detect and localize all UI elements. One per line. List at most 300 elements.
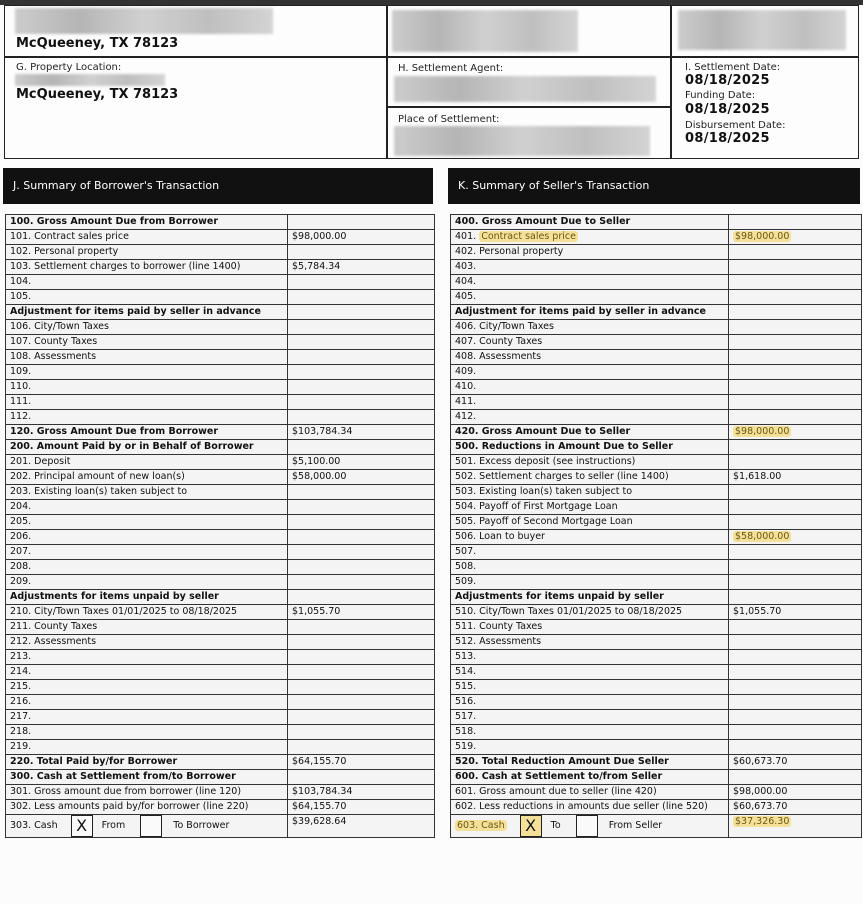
seller-row-label xyxy=(451,695,729,710)
seller-row-amount xyxy=(729,710,862,725)
borrower-row-amount xyxy=(288,425,435,440)
borrower-row-label-text: 100. Gross Amount Due from Borrower xyxy=(10,216,219,227)
seller-row-amount xyxy=(729,365,862,380)
borrower-row-label xyxy=(6,785,288,800)
seller-row-label xyxy=(451,530,729,545)
borrower-table-row xyxy=(6,470,435,485)
borrower-from-label: From xyxy=(101,820,126,831)
borrower-row-label xyxy=(6,260,288,275)
borrower-row-label-text: 110. xyxy=(10,381,32,392)
seller-row-label-text: 602. Less reductions in amounts due seller (line 520) xyxy=(455,801,708,812)
redacted-street xyxy=(15,8,273,34)
borrower-section-title: J. Summary of Borrower's Transaction xyxy=(3,168,433,204)
borrower-row-label xyxy=(6,320,288,335)
seller-row-label xyxy=(451,755,729,770)
borrower-row-label xyxy=(6,770,288,785)
seller-row-label xyxy=(451,620,729,635)
borrower-row-amount xyxy=(288,410,435,425)
seller-row-amount-text: $60,673.70 xyxy=(733,756,788,767)
seller-row-label xyxy=(451,770,729,785)
seller-row-amount xyxy=(729,380,862,395)
seller-table-row xyxy=(451,425,862,440)
seller-row-label xyxy=(451,425,729,440)
borrower-row-label xyxy=(6,725,288,740)
seller-row-label-text: 402. Personal property xyxy=(455,246,564,257)
borrower-table-row xyxy=(6,620,435,635)
borrower-row-label xyxy=(6,470,288,485)
borrower-row-label-text: 203. Existing loan(s) taken subject to xyxy=(10,486,188,497)
borrower-row-amount xyxy=(288,290,435,305)
borrower-row-label-text: 213. xyxy=(10,651,32,662)
seller-table-row xyxy=(451,635,862,650)
seller-cash-cell xyxy=(451,815,729,838)
seller-row-label-text: 508. xyxy=(455,561,477,572)
borrower-row-amount xyxy=(288,800,435,815)
seller-from-label: From Seller xyxy=(608,820,663,831)
borrower-row-amount xyxy=(288,245,435,260)
seller-row-amount xyxy=(729,455,862,470)
place-of-settlement-label: Place of Settlement: xyxy=(398,114,500,125)
seller-row-amount xyxy=(729,635,862,650)
seller-row-amount xyxy=(729,605,862,620)
dates-box xyxy=(671,57,859,159)
seller-row-label xyxy=(451,515,729,530)
borrower-row-amount xyxy=(288,470,435,485)
seller-table-row xyxy=(451,515,862,530)
seller-cash-label: 603. Cash xyxy=(457,820,505,831)
borrower-row-amount xyxy=(288,275,435,290)
borrower-row-label-text: 302. Less amounts paid by/for borrower (line 220) xyxy=(10,801,249,812)
seller-row-label-text: 600. Cash at Settlement to/from Seller xyxy=(455,771,663,782)
borrower-row-label-text: 219. xyxy=(10,741,32,752)
borrower-row-amount xyxy=(288,785,435,800)
borrower-row-amount xyxy=(288,605,435,620)
borrower-to-label: To Borrower xyxy=(173,820,230,831)
borrower-row-label-text: 210. City/Town Taxes 01/01/2025 to 08/18/2025 xyxy=(10,606,238,617)
borrower-table-row xyxy=(6,260,435,275)
seller-row-label xyxy=(451,800,729,815)
borrower-row-label-text: 217. xyxy=(10,711,32,722)
borrower-table-row xyxy=(6,725,435,740)
borrower-row-label xyxy=(6,530,288,545)
borrower-table-row xyxy=(6,635,435,650)
seller-row-label-text: 501. Excess deposit (see instructions) xyxy=(455,456,636,467)
borrower-row-label-text: 204. xyxy=(10,501,32,512)
seller-row-label xyxy=(451,725,729,740)
borrower-row-label-text: 107. County Taxes xyxy=(10,336,98,347)
borrower-row-label xyxy=(6,800,288,815)
seller-row-label-text: 507. xyxy=(455,546,477,557)
seller-row-label xyxy=(451,380,729,395)
seller-row-label xyxy=(451,665,729,680)
borrower-row-label xyxy=(6,485,288,500)
seller-table-row xyxy=(451,350,862,365)
borrower-row-label-text: 200. Amount Paid by or in Behalf of Borrower xyxy=(10,441,254,452)
seller-table-row xyxy=(451,755,862,770)
seller-row-amount xyxy=(729,545,862,560)
seller-row-amount-text: $60,673.70 xyxy=(733,801,788,812)
seller-table-row xyxy=(451,335,862,350)
borrower-row-amount xyxy=(288,575,435,590)
seller-row-label xyxy=(451,470,729,485)
seller-row-label-text: 517. xyxy=(455,711,477,722)
borrower-row-label-text: 102. Personal property xyxy=(10,246,119,257)
borrower-row-amount xyxy=(288,710,435,725)
seller-row-amount xyxy=(729,695,862,710)
borrower-row-label xyxy=(6,665,288,680)
borrower-row-label xyxy=(6,695,288,710)
borrower-row-label xyxy=(6,500,288,515)
seller-row-label xyxy=(451,650,729,665)
seller-table-row xyxy=(451,665,862,680)
borrower-cash-label: 303. Cash xyxy=(10,820,58,831)
borrower-table-row xyxy=(6,275,435,290)
seller-row-label xyxy=(451,395,729,410)
seller-row-label-text: 520. Total Reduction Amount Due Seller xyxy=(455,756,669,767)
seller-table-row xyxy=(451,725,862,740)
borrower-row-amount xyxy=(288,680,435,695)
borrower-row-label-text: 220. Total Paid by/for Borrower xyxy=(10,756,178,767)
top-left-city: McQueeney, TX 78123 xyxy=(16,36,179,51)
seller-row-label xyxy=(451,500,729,515)
seller-table-row xyxy=(451,395,862,410)
borrower-row-label-text: 106. City/Town Taxes xyxy=(10,321,109,332)
borrower-row-label-text: Adjustments for items unpaid by seller xyxy=(10,591,219,602)
borrower-row-label xyxy=(6,365,288,380)
borrower-to-checkbox[interactable] xyxy=(140,815,162,837)
borrower-cash-row xyxy=(6,815,435,838)
seller-table-row xyxy=(451,230,862,245)
seller-row-amount xyxy=(729,530,862,545)
seller-table-row xyxy=(451,485,862,500)
borrower-table-row xyxy=(6,410,435,425)
seller-row-amount xyxy=(729,305,862,320)
borrower-row-amount-text: $5,100.00 xyxy=(292,456,341,467)
borrower-row-label-text: 101. Contract sales price xyxy=(10,231,129,242)
borrower-row-label-text: 218. xyxy=(10,726,32,737)
borrower-table-row xyxy=(6,365,435,380)
borrower-row-amount xyxy=(288,215,435,230)
borrower-row-label-text: Adjustment for items paid by seller in advance xyxy=(10,306,261,317)
seller-row-label xyxy=(451,230,729,245)
settlement-date: 08/18/2025 xyxy=(685,73,770,88)
seller-row-amount xyxy=(729,230,862,245)
borrower-row-label-text: 212. Assessments xyxy=(10,636,97,647)
borrower-row-label xyxy=(6,215,288,230)
seller-row-amount xyxy=(729,620,862,635)
borrower-table-row xyxy=(6,230,435,245)
borrower-row-label-text: 207. xyxy=(10,546,32,557)
seller-table-row xyxy=(451,380,862,395)
redacted-middle xyxy=(392,10,578,52)
seller-row-label xyxy=(451,260,729,275)
seller-table-row xyxy=(451,410,862,425)
seller-row-label-text: 500. Reductions in Amount Due to Seller xyxy=(455,441,673,452)
borrower-row-label-text: 215. xyxy=(10,681,32,692)
borrower-row-label-text: 205. xyxy=(10,516,32,527)
borrower-table-row xyxy=(6,785,435,800)
borrower-row-label-text: 208. xyxy=(10,561,32,572)
seller-row-label-text: 503. Existing loan(s) taken subject to xyxy=(455,486,633,497)
seller-row-amount xyxy=(729,335,862,350)
borrower-row-label xyxy=(6,740,288,755)
seller-row-label xyxy=(451,590,729,605)
seller-from-checkbox[interactable] xyxy=(576,815,598,837)
borrower-table-row xyxy=(6,455,435,470)
seller-row-amount xyxy=(729,245,862,260)
borrower-row-amount xyxy=(288,365,435,380)
seller-table-row xyxy=(451,575,862,590)
borrower-row-amount xyxy=(288,350,435,365)
borrower-table-row xyxy=(6,665,435,680)
borrower-row-label-text: 211. County Taxes xyxy=(10,621,98,632)
borrower-table-row xyxy=(6,800,435,815)
seller-row-amount xyxy=(729,350,862,365)
borrower-row-label-text: 112. xyxy=(10,411,32,422)
seller-row-label-text: 420. Gross Amount Due to Seller xyxy=(455,426,631,437)
borrower-transaction-table xyxy=(5,214,435,838)
borrower-row-label xyxy=(6,245,288,260)
borrower-row-label xyxy=(6,710,288,725)
seller-row-label xyxy=(451,440,729,455)
seller-table-row xyxy=(451,260,862,275)
seller-row-label xyxy=(451,635,729,650)
disbursement-date-label: Disbursement Date: xyxy=(685,120,786,131)
seller-row-label-text: 519. xyxy=(455,741,477,752)
borrower-row-amount xyxy=(288,665,435,680)
seller-table-row xyxy=(451,290,862,305)
seller-row-label xyxy=(451,305,729,320)
seller-table-row xyxy=(451,785,862,800)
seller-row-amount xyxy=(729,215,862,230)
seller-table-row xyxy=(451,620,862,635)
borrower-row-label-text: 301. Gross amount due from borrower (line 120) xyxy=(10,786,242,797)
borrower-row-label-text: 105. xyxy=(10,291,32,302)
settlement-agent-label: H. Settlement Agent: xyxy=(398,63,504,74)
seller-row-label-text: 401. Contract sales price xyxy=(455,231,576,242)
borrower-cash-cell xyxy=(6,815,288,838)
borrower-row-amount xyxy=(288,515,435,530)
seller-row-label xyxy=(451,215,729,230)
borrower-cash-amount: $39,628.64 xyxy=(288,815,435,838)
seller-row-label-text: 408. Assessments xyxy=(455,351,542,362)
seller-table-row xyxy=(451,455,862,470)
borrower-row-amount xyxy=(288,560,435,575)
borrower-row-label xyxy=(6,650,288,665)
seller-table-row xyxy=(451,275,862,290)
seller-row-label xyxy=(451,320,729,335)
borrower-row-amount xyxy=(288,755,435,770)
borrower-table-row xyxy=(6,605,435,620)
borrower-row-amount-text: $103,784.34 xyxy=(292,786,353,797)
borrower-table-row xyxy=(6,245,435,260)
seller-row-label-text: 406. City/Town Taxes xyxy=(455,321,554,332)
seller-row-label-text: 506. Loan to buyer xyxy=(455,531,545,542)
seller-table-row xyxy=(451,650,862,665)
seller-row-label xyxy=(451,290,729,305)
borrower-row-amount xyxy=(288,770,435,785)
borrower-row-label-text: 120. Gross Amount Due from Borrower xyxy=(10,426,219,437)
borrower-row-label-text: 209. xyxy=(10,576,32,587)
borrower-table-row xyxy=(6,395,435,410)
seller-row-label-text: 509. xyxy=(455,576,477,587)
seller-row-amount-text: $1,055.70 xyxy=(733,606,782,617)
seller-row-amount xyxy=(729,470,862,485)
seller-table-row xyxy=(451,710,862,725)
borrower-row-amount xyxy=(288,320,435,335)
seller-row-label-text: Adjustments for items unpaid by seller xyxy=(455,591,664,602)
seller-row-amount xyxy=(729,770,862,785)
seller-row-amount xyxy=(729,725,862,740)
borrower-row-label-text: 111. xyxy=(10,396,32,407)
seller-row-label xyxy=(451,365,729,380)
seller-section-title: K. Summary of Seller's Transaction xyxy=(448,168,860,204)
borrower-row-amount xyxy=(288,695,435,710)
borrower-table-row xyxy=(6,425,435,440)
borrower-row-label-text: 108. Assessments xyxy=(10,351,97,362)
seller-row-label-text: 410. xyxy=(455,381,477,392)
borrower-row-label-text: 206. xyxy=(10,531,32,542)
borrower-row-label xyxy=(6,680,288,695)
borrower-row-label-text: 202. Principal amount of new loan(s) xyxy=(10,471,185,482)
seller-row-label-text: 518. xyxy=(455,726,477,737)
seller-row-amount xyxy=(729,740,862,755)
borrower-row-label-text: 104. xyxy=(10,276,32,287)
seller-row-label-text: 513. xyxy=(455,651,477,662)
seller-row-label-text: 514. xyxy=(455,666,477,677)
seller-table-row xyxy=(451,695,862,710)
borrower-row-label xyxy=(6,380,288,395)
borrower-row-amount-text: $103,784.34 xyxy=(292,426,353,437)
seller-transaction-table xyxy=(450,214,862,838)
seller-row-amount xyxy=(729,275,862,290)
seller-to-label: To xyxy=(550,820,561,831)
seller-row-label-text: 411. xyxy=(455,396,477,407)
seller-row-label xyxy=(451,740,729,755)
borrower-row-amount xyxy=(288,230,435,245)
seller-row-label-text: 511. County Taxes xyxy=(455,621,543,632)
borrower-row-label xyxy=(6,575,288,590)
seller-row-amount xyxy=(729,800,862,815)
borrower-row-amount-text: $98,000.00 xyxy=(292,231,347,242)
seller-row-label xyxy=(451,785,729,800)
seller-table-row xyxy=(451,770,862,785)
seller-row-amount xyxy=(729,425,862,440)
borrower-table-row xyxy=(6,710,435,725)
borrower-row-label-text: 109. xyxy=(10,366,32,377)
borrower-table-row xyxy=(6,335,435,350)
borrower-row-label xyxy=(6,545,288,560)
seller-row-amount xyxy=(729,665,862,680)
borrower-row-label-text: 216. xyxy=(10,696,32,707)
seller-row-label-text: 407. County Taxes xyxy=(455,336,543,347)
borrower-row-label xyxy=(6,590,288,605)
borrower-row-amount-text: $64,155.70 xyxy=(292,756,347,767)
borrower-row-amount xyxy=(288,485,435,500)
seller-table-row xyxy=(451,440,862,455)
borrower-row-label xyxy=(6,755,288,770)
borrower-row-amount xyxy=(288,545,435,560)
top-right-box xyxy=(671,5,859,57)
borrower-row-label xyxy=(6,395,288,410)
borrower-row-amount xyxy=(288,395,435,410)
redacted-place xyxy=(394,126,650,156)
seller-row-amount xyxy=(729,650,862,665)
borrower-table-row xyxy=(6,485,435,500)
seller-table-row xyxy=(451,365,862,380)
borrower-row-amount-text: $1,055.70 xyxy=(292,606,341,617)
borrower-table-row xyxy=(6,755,435,770)
borrower-table-row xyxy=(6,590,435,605)
seller-row-label xyxy=(451,245,729,260)
borrower-row-amount-text: $5,784.34 xyxy=(292,261,341,272)
seller-row-label xyxy=(451,605,729,620)
seller-row-label xyxy=(451,710,729,725)
property-location-city: McQueeney, TX 78123 xyxy=(16,87,179,102)
borrower-row-label xyxy=(6,455,288,470)
borrower-row-label-text: 103. Settlement charges to borrower (line 1400) xyxy=(10,261,241,272)
borrower-row-label xyxy=(6,290,288,305)
seller-row-amount xyxy=(729,485,862,500)
seller-table-row xyxy=(451,470,862,485)
borrower-row-amount xyxy=(288,590,435,605)
seller-row-label-text: 404. xyxy=(455,276,477,287)
borrower-row-label xyxy=(6,425,288,440)
borrower-row-label xyxy=(6,440,288,455)
seller-row-amount xyxy=(729,560,862,575)
place-of-settlement-box xyxy=(387,107,671,159)
seller-table-row xyxy=(451,680,862,695)
seller-row-amount xyxy=(729,500,862,515)
borrower-table-row xyxy=(6,515,435,530)
property-location-box xyxy=(4,57,387,159)
funding-date-label: Funding Date: xyxy=(685,90,756,101)
seller-table-row xyxy=(451,560,862,575)
borrower-table-row xyxy=(6,320,435,335)
property-location-label: G. Property Location: xyxy=(16,62,122,73)
seller-row-amount-text: $98,000.00 xyxy=(735,426,790,437)
seller-row-amount xyxy=(729,440,862,455)
seller-row-amount xyxy=(729,410,862,425)
borrower-row-label xyxy=(6,275,288,290)
seller-cash-amount xyxy=(729,815,862,838)
seller-to-checkbox[interactable]: X xyxy=(520,815,542,837)
borrower-from-checkbox[interactable]: X xyxy=(71,815,93,837)
borrower-row-amount-text: $64,155.70 xyxy=(292,801,347,812)
seller-row-amount-text: $98,000.00 xyxy=(735,231,790,242)
top-left-address-box xyxy=(4,5,387,57)
borrower-row-label xyxy=(6,560,288,575)
borrower-table-row xyxy=(6,290,435,305)
seller-cash-row xyxy=(451,815,862,838)
borrower-row-amount xyxy=(288,455,435,470)
borrower-row-amount-text: $58,000.00 xyxy=(292,471,347,482)
seller-row-label xyxy=(451,275,729,290)
seller-row-label xyxy=(451,680,729,695)
seller-row-label-text: 505. Payoff of Second Mortgage Loan xyxy=(455,516,633,527)
borrower-row-label-text: 214. xyxy=(10,666,32,677)
seller-row-label-text: 504. Payoff of First Mortgage Loan xyxy=(455,501,618,512)
seller-row-amount-text: $1,618.00 xyxy=(733,471,782,482)
seller-row-label-text: 502. Settlement charges to seller (line 1400) xyxy=(455,471,669,482)
settlement-date-label: I. Settlement Date: xyxy=(685,62,781,73)
borrower-row-label xyxy=(6,635,288,650)
funding-date: 08/18/2025 xyxy=(685,102,770,117)
seller-row-label-text: 516. xyxy=(455,696,477,707)
seller-row-amount xyxy=(729,590,862,605)
seller-table-row xyxy=(451,605,862,620)
borrower-table-row xyxy=(6,680,435,695)
